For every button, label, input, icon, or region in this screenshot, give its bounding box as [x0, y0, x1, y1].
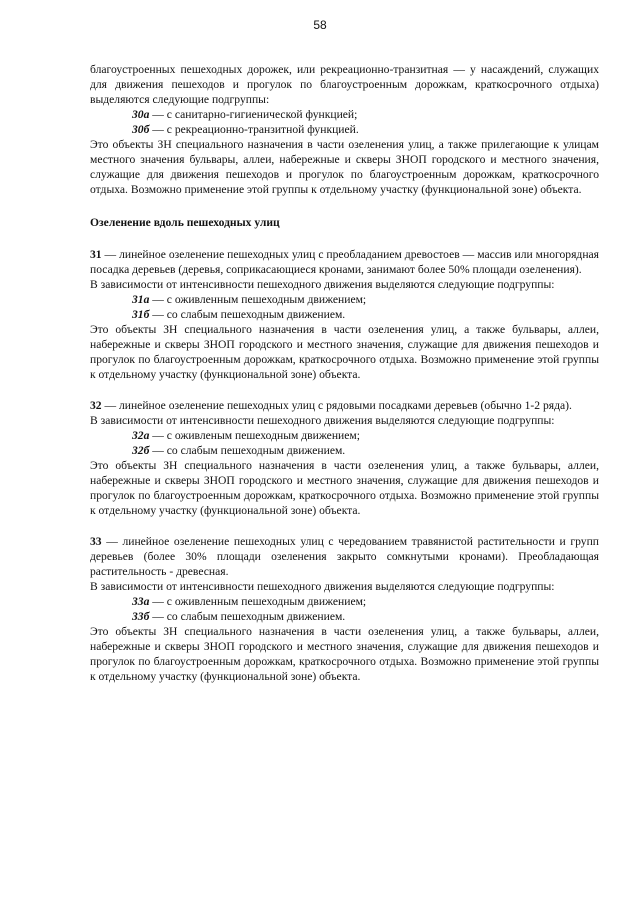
subgroup-code: 30а [132, 108, 150, 121]
group-definition-text: — линейное озеленение пешеходных улиц с чередованием травянистой растительности и групп деревьев (более 30% площади озеленения закрыто сомкнутыми кронами). Преобладающая растительность - древесная. [90, 535, 599, 578]
subgroup-lead: В зависимости от интенсивности пешеходного движения выделяются следующие подгруппы: [90, 580, 555, 593]
subgroup-item [90, 609, 599, 624]
subgroup-lead: В зависимости от интенсивности пешеходного движения выделяются следующие подгруппы: [90, 278, 555, 291]
subgroup-code: 33а [132, 595, 150, 608]
group-number: 33 [90, 535, 102, 548]
subgroup-item [90, 594, 599, 609]
subgroup-text: — с оживленым пешеходным движением; [149, 429, 360, 442]
subgroup-item [90, 122, 599, 137]
subgroup-code: 30б [132, 123, 150, 136]
group-definition-text: — линейное озеленение пешеходных улиц с рядовыми посадками деревьев (обычно 1-2 ряда). [101, 399, 572, 412]
group-definition [90, 534, 599, 579]
group-number: 32 [90, 399, 102, 412]
note-paragraph: Это объекты ЗН специального назначения в части озеленения улиц, а также бульвары, аллеи, набережные и скверы ЗНОП городского и местного значения, служащие для движения пешеходов и прогулок по благоустроенным дорожкам, краткосрочного отдыха. Возможно применение этой группы к отдельному участку (функциональной зоне) объекта. [90, 323, 599, 381]
page-number: 58 [313, 18, 327, 32]
subgroup-text: — со слабым пешеходным движением. [149, 610, 346, 623]
subgroup-item [90, 107, 599, 122]
top-intro-paragraph: благоустроенных пешеходных дорожек, или рекреационно-транзитная — у насаждений, служащих для движения пешеходов и прогулок по благоустроенным дорожкам, краткосрочного отдыха) выделяются следующие подгруппы: [90, 63, 599, 106]
note-paragraph: Это объекты ЗН специального назначения в части озеленения улиц, а также прилегающие к улицам местного значения бульвары, аллеи, набережные и скверы ЗНОП городского и местного значения, служащие для движения пешеходов и прогулок по благоустроенным дорожкам, краткосрочного отдыха. Возможно применение этой группы к отдельному участку (функциональной зоне) объекта. [90, 138, 599, 196]
section-heading: Озеленение вдоль пешеходных улиц [90, 216, 280, 229]
page-content [90, 62, 599, 684]
subgroup-code: 31а [132, 293, 150, 306]
group-number: 31 [90, 248, 102, 261]
subgroup-item [90, 428, 599, 443]
group-definition [90, 398, 599, 413]
subgroup-text: — с рекреационно-транзитной функцией. [149, 123, 359, 136]
subgroup-text: — с оживленным пешеходным движением; [149, 293, 367, 306]
subgroup-code: 32а [132, 429, 150, 442]
group-definition [90, 247, 599, 277]
subgroup-text: — со слабым пешеходным движением. [149, 444, 346, 457]
subgroup-item [90, 443, 599, 458]
subgroup-item [90, 292, 599, 307]
subgroup-text: — с оживленным пешеходным движением; [149, 595, 367, 608]
subgroup-code: 32б [132, 444, 150, 457]
group-definition-text: — линейное озеленение пешеходных улиц с преобладанием древостоев — массив или многорядная посадка деревьев (деревья, соприкасающиеся кронами, занимают более 50% площади озеленения). [90, 248, 599, 276]
subgroup-lead: В зависимости от интенсивности пешеходного движения выделяются следующие подгруппы: [90, 414, 555, 427]
note-paragraph: Это объекты ЗН специального назначения в части озеленения улиц, а также бульвары, аллеи, набережные и скверы ЗНОП городского и местного значения, служащие для движения пешеходов и прогулок по благоустроенным дорожкам, краткосрочного отдыха. Возможно применение этой группы к отдельному участку (функциональной зоне) объекта. [90, 625, 599, 683]
subgroup-text: — с санитарно-гигиенической функцией; [149, 108, 358, 121]
note-paragraph: Это объекты ЗН специального назначения в части озеленения улиц, а также бульвары, аллеи, набережные и скверы ЗНОП городского и местного значения, служащие для движения пешеходов и прогулок по благоустроенным дорожкам, краткосрочного отдыха. Возможно применение этой группы к отдельному участку (функциональной зоне) объекта. [90, 459, 599, 517]
subgroup-item [90, 307, 599, 322]
subgroup-code: 31б [132, 308, 150, 321]
subgroup-text: — со слабым пешеходным движением. [149, 308, 346, 321]
subgroup-code: 33б [132, 610, 150, 623]
